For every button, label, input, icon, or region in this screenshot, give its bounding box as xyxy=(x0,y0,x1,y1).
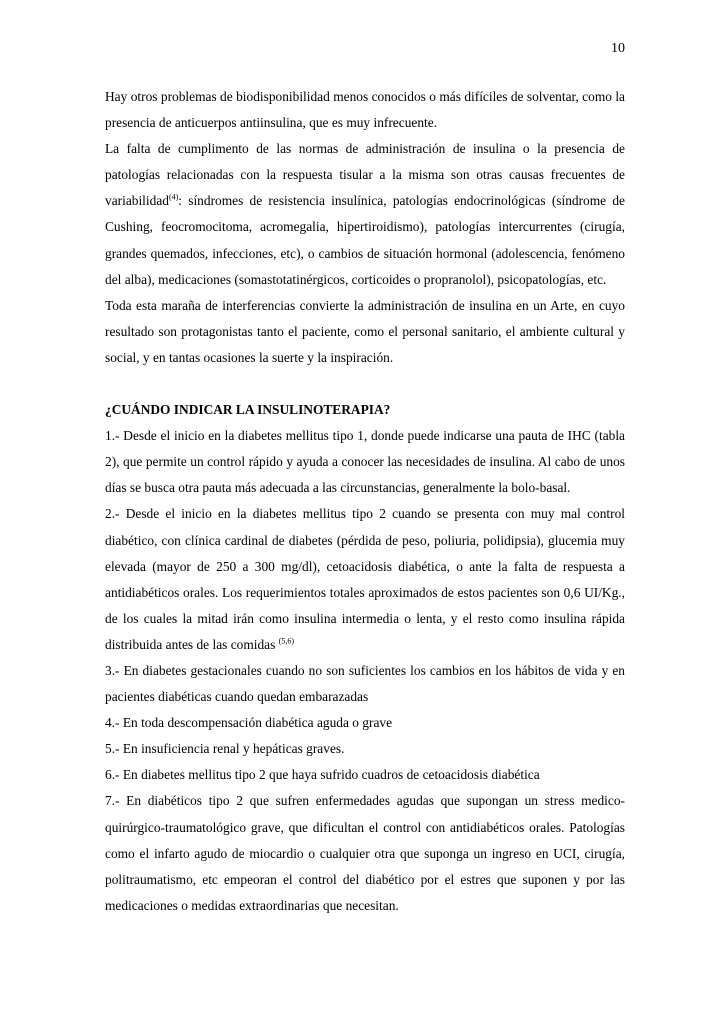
list-item-6: 6.- En diabetes mellitus tipo 2 que haya sufrido cuadros de cetoacidosis diabética xyxy=(105,767,540,783)
document-body xyxy=(105,84,625,919)
paragraph-variability xyxy=(105,136,625,293)
list-item-2 xyxy=(105,501,625,658)
list-item-3: 3.- En diabetes gestacionales cuando no son suficientes los cambios en los hábitos de vida y en pacientes diabéticas cuando quedan embarazadas xyxy=(105,662,625,705)
section-heading: ¿CUÁNDO INDICAR LA INSULINOTERAPIA? xyxy=(105,402,391,418)
paragraph-art: Toda esta maraña de interferencias convierte la administración de insulina en un Arte, en cuyo resultado son protagonistas tanto el paciente, como el personal sanitario, el ambiente cultural y social, y en tantas ocasiones la suerte y la inspiración. xyxy=(105,297,625,365)
paragraph-bioavailability: Hay otros problemas de biodisponibilidad menos conocidos o más difíciles de solventar, como la presencia de anticuerpos antiinsulina, que es muy infrecuente. xyxy=(105,89,625,131)
paragraph-variability-text-end: : síndromes de resistencia insulínica, patologías endocrinológicas (síndrome de Cushing, feocromocitoma, acromegalia, hipertiroidismo), patologías intercurrentes (cirugía, grandes quemados, infecciones, etc), o cambios de situación hormonal (adolescencia, fenómeno del alba), medicaciones (somastotatinérgicos, corticoides o propranolol), psicopatologías, etc. xyxy=(105,193,625,287)
list-item-5: 5.- En insuficiencia renal y hepáticas graves. xyxy=(105,741,345,757)
reference-5-6: (5,6) xyxy=(278,636,294,646)
paragraph-variability-text-start: La falta de cumplimento de las normas de administración de insulina o la presencia de patologías relacionadas con la respuesta tisular a la misma son otras causas frecuentes de variabilidad xyxy=(105,141,625,209)
list-item-1: 1.- Desde el inicio en la diabetes mellitus tipo 1, donde puede indicarse una pauta de IHC (tabla 2), que permite un control rápido y ayuda a conocer las necesidades de insulina. Al cabo de unos días se busca otra pauta más adecuada a las circunstancias, generalmente la bolo-basal. xyxy=(105,428,625,496)
list-item-4: 4.- En toda descompensación diabética aguda o grave xyxy=(105,715,393,731)
list-item-2-text: 2.- Desde el inicio en la diabetes mellitus tipo 2 cuando se presenta con muy mal control diabético, con clínica cardinal de diabetes (pérdida de peso, poliuria, polidipsia), glucemia muy elevada (mayor de 250 a 300 mg/dl), cetoacidosis diabética, o ante la falta de respuesta a antidiabéticos orales. Los requerimientos totales aproximados de estos pacientes son 0,6 UI/Kg., de los cuales la mitad irán como insulina intermedia o lenta, y el resto como insulina rápida distribuida antes de las comidas xyxy=(105,506,625,652)
list-item-7: 7.- En diabéticos tipo 2 que sufren enfermedades agudas que supongan un stress medico-quirúrgico-traumatológico grave, que dificultan el control con antidiabéticos orales. Patologías como el infarto agudo de miocardio o cualquier otra que suponga un ingreso en UCI, cirugía, politraumatismo, etc empeoran el control del diabético por el estres que suponen y por las medicaciones o medidas extraordinarias que necesitan. xyxy=(105,793,625,913)
reference-4: (4) xyxy=(168,192,179,202)
page-number: 10 xyxy=(611,41,625,56)
section-spacer xyxy=(105,371,625,397)
